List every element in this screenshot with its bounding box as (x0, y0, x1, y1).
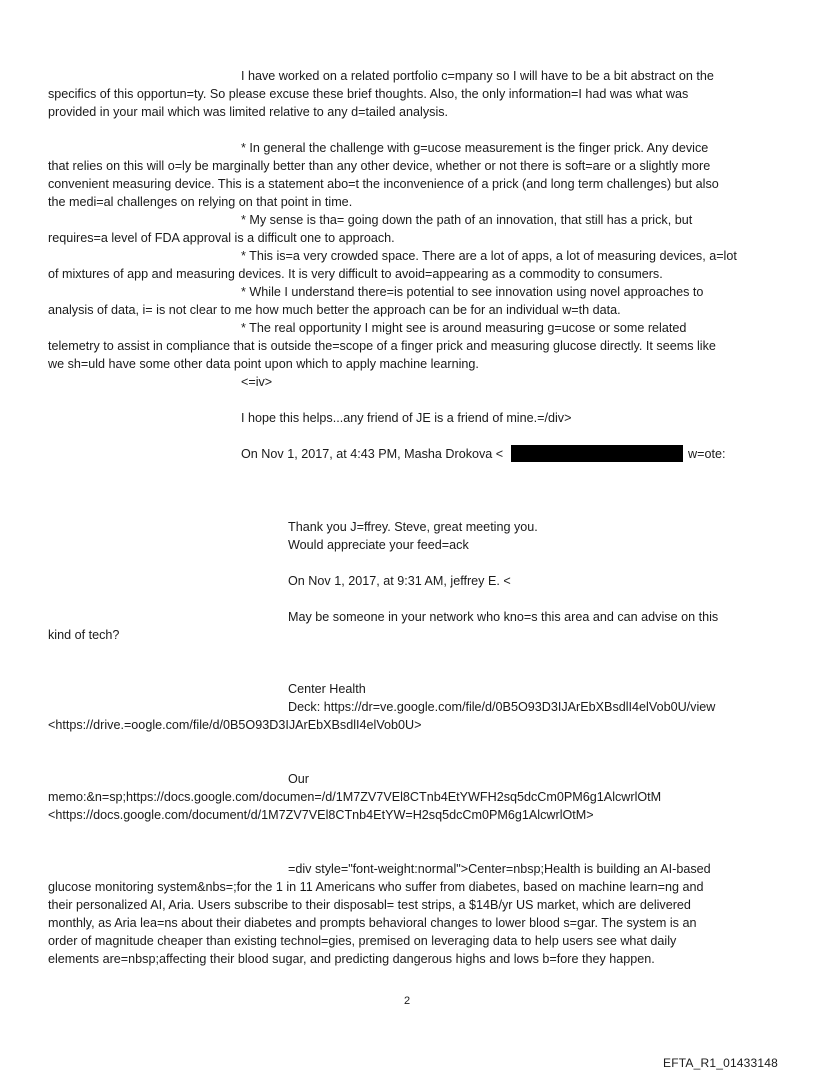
deck-link: <https://drive.=oogle.com/file/d/0B5O93D3IJArEbXBsdlI4elVob0U> (48, 718, 422, 732)
bullet-line: of mixtures of app and measuring devices. It is very difficult to avoid=appearing as a commodity to consumers. (48, 267, 663, 281)
description-line: order of magnitude cheaper than existing technol=gies, premised on leveraging data to help users see what daily (48, 934, 677, 948)
quoted-line: Thank you J=ffrey. Steve, great meeting you. (288, 520, 538, 534)
bullet-line: * This is=a very crowded space. There are a lot of apps, a lot of measuring devices, a=lot (241, 249, 737, 263)
memo-link: <https://docs.google.com/document/d/1M7ZV7VEl8CTnb4EtYW=H2sq5dcCm0PM6g1AlcwrlOtM> (48, 808, 594, 822)
paragraph-line: specifics of this opportun=ty. So please excuse these brief thoughts. Also, the only information=I had was what was (48, 87, 689, 101)
bullet-line: * The real opportunity I might see is around measuring g=ucose or some related (241, 321, 687, 335)
bullet-line: * My sense is tha= going down the path of an innovation, that still has a prick, but (241, 213, 693, 227)
div-close-tag: <=iv> (241, 375, 273, 389)
quoted-header: On Nov 1, 2017, at 9:31 AM, jeffrey E. < (288, 574, 511, 588)
description-line: their personalized AI, Aria. Users subscribe to their disposabl= test strips, a $14B/yr US market, which are delivered (48, 898, 691, 912)
quoted-line: Would appreciate your feed=ack (288, 538, 469, 552)
quoted-line: May be someone in your network who kno=s this area and can advise on this (288, 610, 719, 624)
description-line: glucose monitoring system&nbs=;for the 1 in 11 Americans who suffer from diabetes, based on machine learn=ng and (48, 880, 704, 894)
bullet-line: requires=a level of FDA approval is a difficult one to approach. (48, 231, 395, 245)
memo-label: Our (288, 772, 309, 786)
document-id: EFTA_R1_01433148 (663, 1056, 779, 1070)
bullet-line: that relies on this will o=ly be marginally better than any other device, whether or not there is soft=are or a slightly more (48, 159, 711, 173)
bullet-line: we sh=uld have some other data point upon which to apply machine learning. (48, 357, 479, 371)
paragraph-line: provided in your mail which was limited relative to any d=tailed analysis. (48, 105, 449, 119)
bullet-line: analysis of data, i= is not clear to me how much better the approach can be for an individual w=th data. (48, 303, 621, 317)
bullet-line: * While I understand there=is potential to see innovation using novel approaches to (241, 285, 704, 299)
description-line: monthly, as Aria lea=ns about their diabetes and prompts behavioral changes to lower blood s=gar. The system is an (48, 916, 697, 930)
description-line: =div style="font-weight:normal">Center=nbsp;Health is building an AI-based (288, 862, 711, 876)
description-line: elements are=nbsp;affecting their blood sugar, and predicting dangerous highs and lows b=fore they happen. (48, 952, 655, 966)
deck-link: Deck: https://dr=ve.google.com/file/d/0B5O93D3IJArEbXBsdlI4elVob0U/view (288, 700, 716, 714)
bullet-line: telemetry to assist in compliance that is outside the=scope of a finger prick and measuring glucose directly. It seems like (48, 339, 716, 353)
reply-header: On Nov 1, 2017, at 4:43 PM, Masha Drokova < (241, 447, 504, 461)
redaction-box (511, 445, 683, 462)
bullet-line: the medi=al challenges on relying on that point in time. (48, 195, 353, 209)
memo-link: memo:&n=sp;https://docs.google.com/documen=/d/1M7ZV7VEl8CTnb4EtYWFH2sq5dcCm0PM6g1AlcwrlOtM (48, 790, 662, 804)
page-number: 2 (404, 995, 411, 1007)
quoted-line: kind of tech? (48, 628, 120, 642)
bullet-line: * In general the challenge with g=ucose measurement is the finger prick. Any device (241, 141, 709, 155)
bullet-line: convenient measuring device. This is a statement abo=t the inconvenience of a prick (and long term challenges) but also (48, 177, 719, 191)
reply-header-suffix: w=ote: (688, 447, 726, 461)
closing-line: I hope this helps...any friend of JE is a friend of mine.=/div> (241, 411, 572, 425)
company-name: Center Health (288, 682, 366, 696)
paragraph-line: I have worked on a related portfolio c=mpany so I will have to be a bit abstract on the (241, 69, 714, 83)
